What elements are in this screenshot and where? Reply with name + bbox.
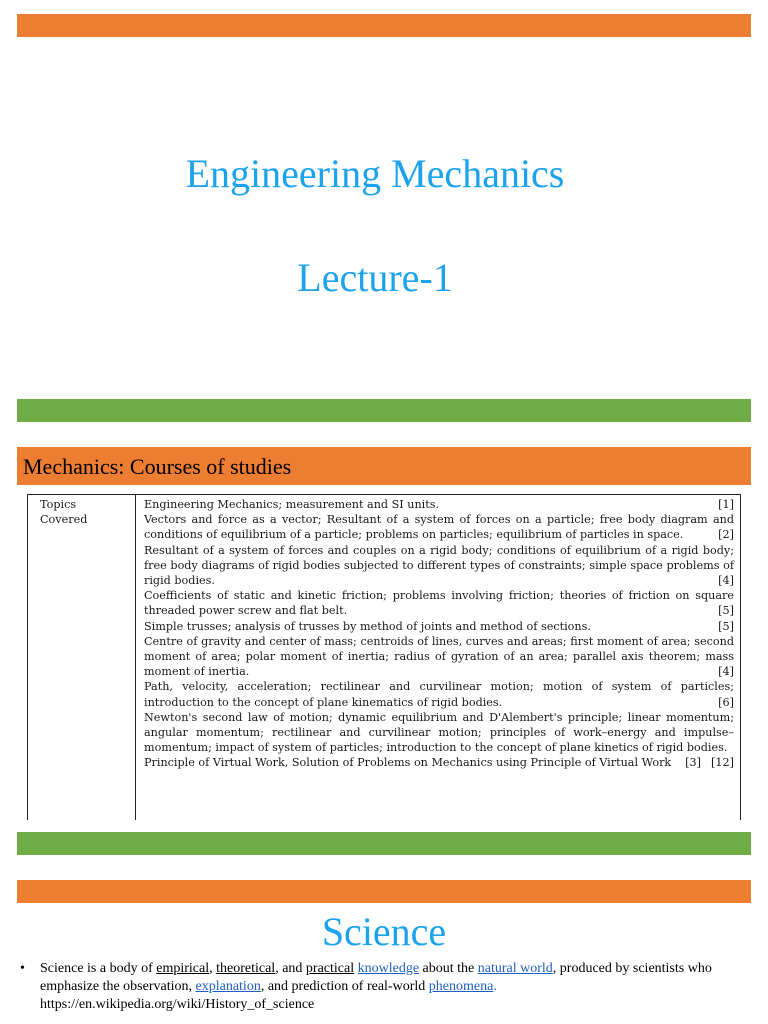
topic-hours: [5] xyxy=(718,604,734,618)
topic-text: Path, velocity, acceleration; rectilinear and curvilinear motion; motion of system of particles; introduction to the concept of plane kinematics of rigid bodies. xyxy=(144,680,734,709)
bullet-dot-icon: • xyxy=(20,961,25,976)
lecture-subtitle: Lecture-1 xyxy=(297,255,453,300)
topics-label-line: Topics xyxy=(40,498,77,511)
syllabus-table xyxy=(27,494,741,820)
topic-text: Vectors and force as a vector; Resultant of a system of forces on a particle; free body diagram and conditions of equilibrium of a particle; problems on particles; equilibrium of particles in space. xyxy=(144,513,734,542)
topic-hours: [3] xyxy=(685,756,702,770)
link-natural-world[interactable]: natural world xyxy=(477,961,553,976)
text-run: , produced by scientists who emphasize the observation, xyxy=(40,961,712,994)
text-run: , and prediction of real-world xyxy=(260,979,429,994)
topic-item xyxy=(144,543,734,589)
topic-item xyxy=(144,512,734,542)
link-explanation[interactable]: explanation xyxy=(195,979,261,994)
topic-hours: [6] xyxy=(718,695,734,709)
link-phenomena[interactable]: phenomena xyxy=(428,979,494,994)
green-divider-bar xyxy=(17,399,751,422)
science-bullet-item xyxy=(20,960,750,1014)
bullet-text xyxy=(40,960,750,1014)
text-run: Science is a body of xyxy=(40,961,157,976)
topic-item xyxy=(144,679,734,709)
topic-text: Centre of gravity and center of mass; centroids of lines, curves and areas; first moment of area; second moment of area; polar moment of inertia; radius of gyration of an area; parallel axis theorem; mass moment of inertia. xyxy=(144,634,734,679)
topic-text: Newton's second law of motion; dynamic equilibrium and D'Alembert's principle; linear momentum; angular momentum; rectilinear and curvilinear motion; principles of work–energy and impulse–momentum; impact of system of particles; introduction to the concept of plane kinetics of rigid bodies. xyxy=(144,710,734,755)
term-practical: practical xyxy=(305,961,355,976)
topics-list xyxy=(144,497,734,771)
courses-heading: Mechanics: Courses of studies xyxy=(23,454,292,479)
text-run: , and xyxy=(275,961,306,976)
slide-title: Engineering Mechanics xyxy=(185,151,565,196)
topics-covered-label xyxy=(40,497,125,527)
topic-text: Coefficients of static and kinetic friction; problems involving friction; theories of friction on square threaded power screw and flat belt. xyxy=(144,589,734,618)
topic-item xyxy=(144,634,734,680)
term-empirical: empirical xyxy=(156,961,210,976)
topic-hours: [12] xyxy=(711,756,734,770)
top-orange-bar xyxy=(17,14,751,37)
text-run: . xyxy=(493,979,497,994)
topic-item xyxy=(144,619,734,634)
topic-item xyxy=(144,755,734,770)
science-title: Science xyxy=(321,909,447,954)
courses-heading-band xyxy=(17,447,751,485)
text-run: about the xyxy=(419,961,478,976)
topic-item xyxy=(144,588,734,618)
topic-item xyxy=(144,497,734,512)
green-divider-bar-bottom xyxy=(17,832,751,855)
topic-hours: [4] xyxy=(718,574,734,588)
topic-hours: [1] xyxy=(718,498,734,511)
topic-text: Simple trusses; analysis of trusses by method of joints and method of sections. xyxy=(144,619,591,633)
topic-hours: [5] xyxy=(718,619,734,633)
text-run: , xyxy=(209,961,217,976)
link-knowledge[interactable]: knowledge xyxy=(357,961,420,976)
covered-label-line: Covered xyxy=(40,513,88,527)
topic-text: Resultant of a system of forces and couples on a rigid body; conditions of equilibrium of a rigid body; free body diagrams of rigid bodies subjected to different types of constraints; simple space problems of rigid bodies. xyxy=(144,543,734,588)
orange-divider-bar xyxy=(17,880,751,903)
column-divider xyxy=(135,495,136,820)
term-theoretical: theoretical xyxy=(216,961,276,976)
topic-text: Engineering Mechanics; measurement and SI units. xyxy=(144,498,440,511)
source-url: https://en.wikipedia.org/wiki/History_of_science xyxy=(40,997,315,1012)
topic-hours: [4] xyxy=(718,665,734,679)
topic-hours: [2] xyxy=(718,528,734,542)
topic-text: Principle of Virtual Work, Solution of Problems on Mechanics using Principle of Virtual Work xyxy=(144,756,672,770)
